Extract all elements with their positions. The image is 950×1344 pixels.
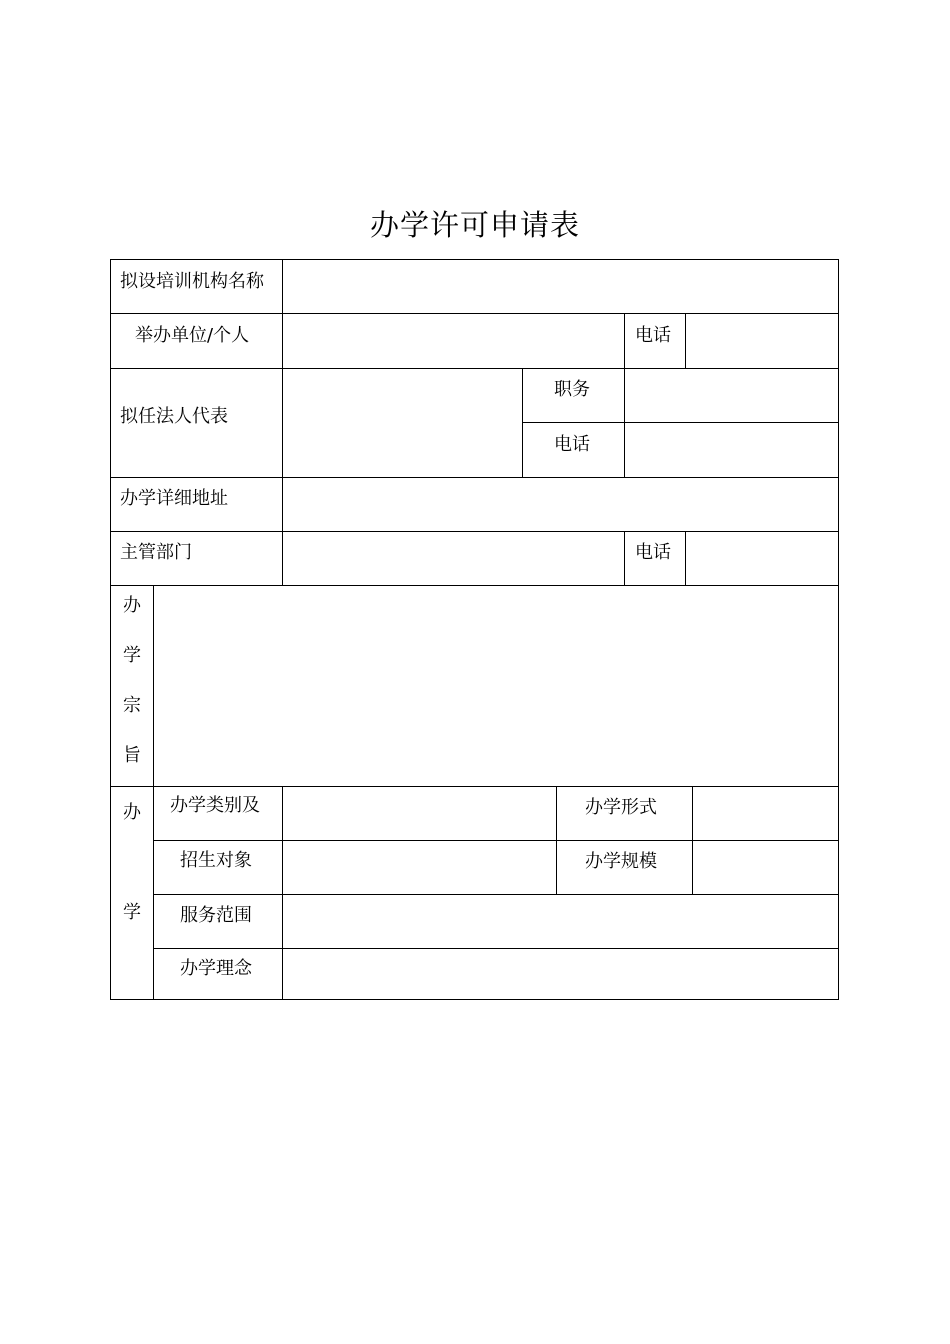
column-divider [522,368,523,478]
address-field[interactable] [283,478,838,531]
position-label: 职务 [554,379,590,400]
service-scope-field[interactable] [283,895,838,948]
position-field[interactable] [625,369,838,422]
form-of-schooling-field[interactable] [693,787,838,840]
purpose-field[interactable] [154,586,838,786]
dept-phone-field[interactable] [686,532,838,585]
organizer-field[interactable] [283,314,624,368]
enrollment-field[interactable] [283,841,556,894]
table-border-left [110,259,111,1000]
legal-rep-phone-field[interactable] [625,423,838,477]
legal-rep-phone-label: 电话 [554,434,590,455]
table-border-right [838,259,839,1000]
legal-rep-label: 拟任法人代表 [120,406,228,427]
philosophy-label: 办学理念 [180,958,252,979]
organizer-phone-label: 电话 [635,325,671,346]
enrollment-label: 招生对象 [180,850,252,871]
institution-name-label: 拟设培训机构名称 [120,271,264,292]
competent-dept-field[interactable] [283,532,624,585]
address-label: 办学详细地址 [120,488,228,509]
purpose-label-char: 办 [123,595,141,616]
dept-phone-label: 电话 [635,542,671,563]
purpose-label-char: 学 [123,645,141,666]
school-label-char: 学 [123,902,141,923]
service-scope-label: 服务范围 [180,905,252,926]
column-divider [624,531,625,586]
legal-rep-field[interactable] [283,369,522,477]
application-form-table [110,259,839,1000]
column-divider [624,313,625,369]
competent-dept-label: 主管部门 [120,542,192,563]
table-border-bottom [110,999,839,1000]
column-divider [556,786,557,895]
purpose-label-char: 旨 [123,745,141,766]
organizer-label: 举办单位/个人 [135,325,250,346]
organizer-phone-field[interactable] [686,314,838,368]
category-label: 办学类别及 [170,795,260,816]
scale-field[interactable] [693,841,838,894]
school-label-char: 办 [123,802,141,823]
purpose-label-char: 宗 [123,695,141,716]
category-field[interactable] [283,787,556,840]
form-of-schooling-label: 办学形式 [585,797,657,818]
institution-name-field[interactable] [283,260,838,313]
form-title: 办学许可申请表 [369,208,580,242]
philosophy-field[interactable] [283,949,838,999]
scale-label: 办学规模 [585,851,657,872]
